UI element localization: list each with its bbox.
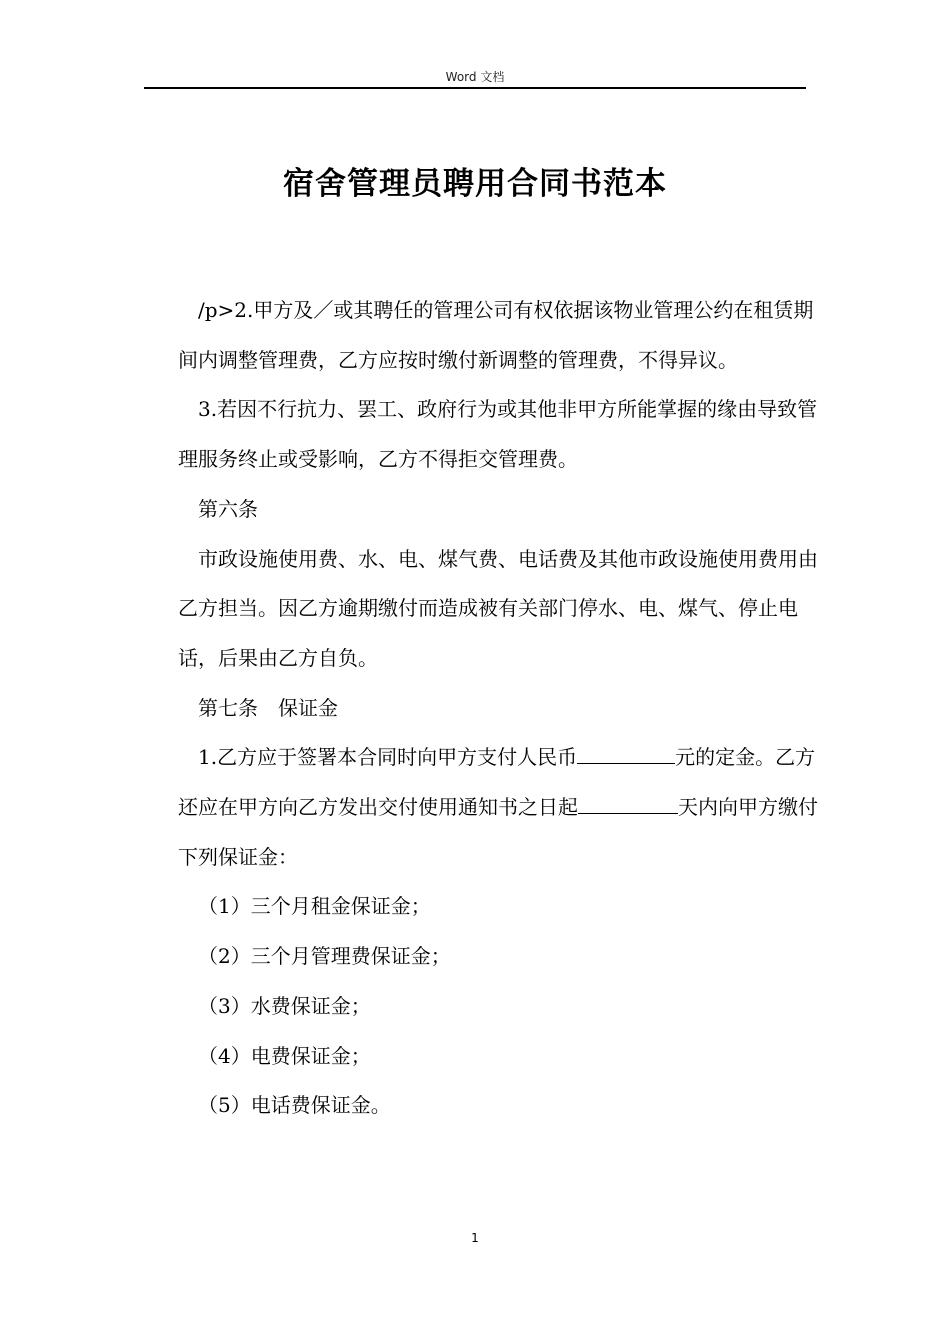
blank-amount-line: [577, 743, 675, 764]
paragraph-utility-fees: 市政设施使用费、水、电、煤气费、电话费及其他市政设施使用费用由乙方担当。因乙方逾期缴付而造成被有关部门停水、电、煤气、停止电话，后果由乙方自负。: [178, 546, 818, 670]
list-item: （2）三个月管理费保证金；: [198, 944, 451, 969]
blank-days-line: [578, 793, 678, 814]
article-seven-heading: 第七条 保证金: [198, 695, 338, 720]
list-item: （5）电话费保证金。: [198, 1093, 391, 1118]
document-title: 宿舍管理员聘用合同书范本: [283, 166, 667, 202]
paragraph-force-majeure: 3.若因不行抗力、罢工、政府行为或其他非甲方所能掌握的缘由导致管理服务终止或受影响，乙方不得拒交管理费。: [178, 397, 818, 472]
list-item: （4）电费保证金；: [198, 1043, 371, 1068]
paragraph-deposit: [178, 733, 818, 882]
deposit-text-a: 1.乙方应于签署本合同时向甲方支付人民币: [198, 745, 578, 770]
article-six-heading: 第六条: [198, 496, 258, 521]
page-number: 1: [471, 1231, 479, 1245]
document-body: [178, 286, 818, 1131]
deposit-text-c: 天内向甲方缴付下列保证金：: [178, 795, 818, 869]
header-divider: [144, 87, 806, 89]
deposit-text-b: 元的定金。乙方还应在甲方向乙方发出交付使用通知书之日起: [178, 745, 816, 820]
page-header: Word 文档: [445, 70, 505, 84]
list-item: （3）水费保证金；: [198, 993, 371, 1018]
paragraph-management-fee: /p>2.甲方及／或其聘任的管理公司有权依据该物业管理公约在租赁期间内调整管理费，乙方应按时缴付新调整的管理费，不得异议。: [178, 298, 814, 372]
list-item: （1）三个月租金保证金；: [198, 894, 431, 919]
